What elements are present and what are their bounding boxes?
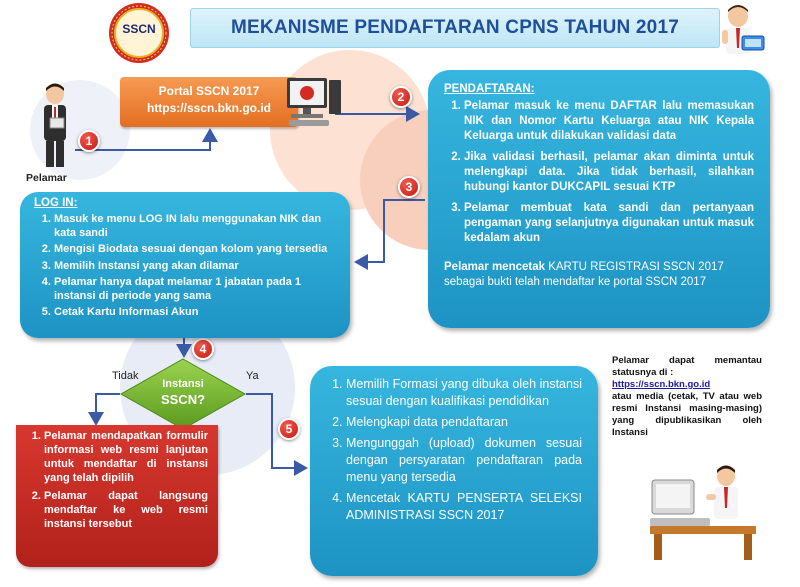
pendaftaran-heading: PENDAFTARAN: xyxy=(444,83,535,95)
side-note xyxy=(612,355,762,439)
login-list xyxy=(34,213,338,320)
pendaftaran-note xyxy=(444,260,754,290)
side-note-line2: atau media (cetak, TV atau web resmi Instansi masing-masing) yang dipublikasikan oleh Instansi xyxy=(612,391,762,438)
list-item: 2. Melengkapi data pendaftaran xyxy=(346,414,582,431)
list-item: 2. Jika validasi berhasil, pelamar akan diminta untuk melengkapi data. Jika tidak berhasil, silahkan hubungi kantor DUKCAPIL sesuai KTP xyxy=(464,150,754,195)
step-number-1: 1 xyxy=(78,130,100,152)
step-number-4: 4 xyxy=(192,338,214,360)
list-item: 1. Memilih Formasi yang dibuka oleh instansi sesuai dengan kualifikasi pendidikan xyxy=(346,376,582,410)
portal-box xyxy=(120,77,298,127)
list-item: 1. Pelamar mendapatkan formulir informasi web resmi lanjutan untuk mendaftar di instansi yang telah dipilih xyxy=(44,429,208,485)
login-heading: LOG IN: xyxy=(34,197,78,209)
pendaftaran-list xyxy=(444,99,754,246)
list-item: 1. Pelamar masuk ke menu DAFTAR lalu memasukan NIK dan Nomor Kartu Keluarga atau NIK Kepala Keluarga untuk dilakukan validasi data xyxy=(464,99,754,144)
man-at-desk-icon xyxy=(650,462,760,562)
page-title-text: MEKANISME PENDAFTARAN CPNS TAHUN 2017 xyxy=(231,17,679,38)
portal-title: Portal SSCN 2017 xyxy=(158,84,260,98)
portal-url: https://sscn.bkn.go.id xyxy=(146,101,271,115)
logo-text: SSCN xyxy=(122,22,156,36)
man-with-laptop-icon xyxy=(708,2,768,64)
page-title xyxy=(190,8,720,48)
list-item: 1. Masuk ke menu LOG IN lalu menggunakan NIK dan kata sandi xyxy=(54,213,338,240)
decision-line1: Instansi xyxy=(162,378,204,390)
pelamar-person-icon xyxy=(30,82,80,172)
list-item: 3. Memilih Instansi yang akan dilamar xyxy=(54,260,338,274)
step-number-5: 5 xyxy=(278,418,300,440)
decision-text xyxy=(140,377,226,407)
list-item: 4. Pelamar hanya dapat melamar 1 jabatan pada 1 instansi di periode yang sama xyxy=(54,276,338,303)
formasi-list xyxy=(326,376,582,524)
side-note-url[interactable]: https://sscn.bkn.go.id xyxy=(612,379,711,390)
list-item: 3. Mengunggah (upload) dokumen sesuai dengan persyaratan pendaftaran pada menu yang tersedia xyxy=(346,435,582,486)
formasi-box xyxy=(310,366,598,576)
step-number-3: 3 xyxy=(398,176,420,198)
tidak-box xyxy=(16,425,218,567)
list-item: 5. Cetak Kartu Informasi Akun xyxy=(54,306,338,320)
tidak-list xyxy=(24,429,208,531)
decision-yes-label: Ya xyxy=(246,370,259,382)
decision-no-label: Tidak xyxy=(112,370,139,382)
pendaftaran-note-bold: Pelamar mencetak xyxy=(444,261,546,273)
arrow-pendaftaran-to-login xyxy=(356,200,425,262)
pendaftaran-box xyxy=(428,70,770,328)
list-item: 4. Mencetak KARTU PENSERTA SELEKSI ADMINISTRASI SSCN 2017 xyxy=(346,490,582,524)
decision-line2: SSCN? xyxy=(160,392,206,407)
pelamar-label: Pelamar xyxy=(26,172,67,184)
pendaftaran-note-rest: KARTU REGISTRASI SSCN 2017 sebagai bukti telah mendaftar ke portal SSCN 2017 xyxy=(444,261,724,288)
list-item: 2. Mengisi Biodata sesuai dengan kolom yang tersedia xyxy=(54,243,338,257)
login-box xyxy=(20,192,350,338)
arrow-decision-to-tidak xyxy=(96,394,120,424)
side-note-line1: Pelamar dapat memantau statusnya di : xyxy=(612,355,762,378)
list-item: 3. Pelamar membuat kata sandi dan pertanyaan pengaman yang selanjutnya digunakan untuk masuk kedalam akun xyxy=(464,201,754,246)
list-item: 2. Pelamar dapat langsung mendaftar ke web resmi instansi tersebut xyxy=(44,489,208,531)
computer-icon xyxy=(283,76,343,132)
step-number-2: 2 xyxy=(390,86,412,108)
